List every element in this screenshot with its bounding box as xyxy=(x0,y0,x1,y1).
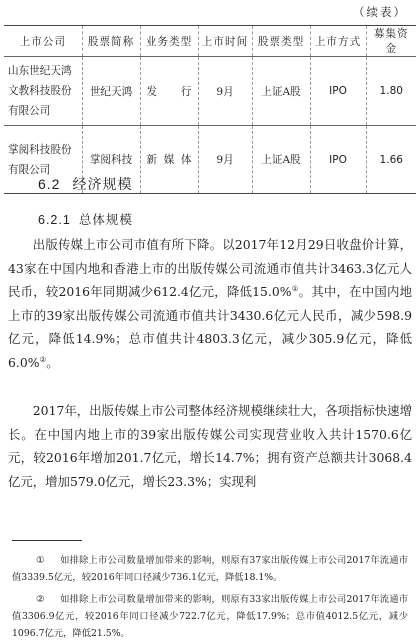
col-header-stock-type: 股票类型 xyxy=(252,26,310,57)
paragraph-text: 2017年，出版传媒上市公司整体经济规模继续壮大，各项指标快速增长。在中国内地上市的39家出版传媒公司实现营业收入共计1570.6亿元，较2016年增加201.7亿元，增长14.7%；拥有资产总额共计3068.4亿元，增加579.0亿元，增长23.3%；实现利 xyxy=(8,403,412,489)
continued-label: （续表） xyxy=(353,5,407,19)
col-header-listing-method: 上市方式 xyxy=(310,26,366,57)
cell-stock-type: 上证A股 xyxy=(252,126,310,194)
cell-stock-abbr: 掌阅科技 xyxy=(82,126,140,194)
cell-company: 掌阅科技股份有限公司 xyxy=(4,126,82,194)
col-header-stock-abbr: 股票简称 xyxy=(82,26,140,57)
subsection-number: 6.2.1 xyxy=(38,213,71,227)
footnote-text: 如排除上市公司数量增加带来的影响，则原有37家出版传媒上市公司2017年流通市值3339.5亿元，较2016年同口径减少736.1亿元，降低18.1%。 xyxy=(12,555,408,583)
col-header-business-type: 业务类型 xyxy=(140,26,198,57)
cell-stock-type: 上证A股 xyxy=(252,57,310,126)
footnote-mark: ① xyxy=(36,555,45,566)
footnote-divider xyxy=(12,540,82,541)
subsection-title: 总体规模 xyxy=(78,212,133,227)
footnote-ref-1: ① xyxy=(291,284,299,294)
body-paragraph-1 xyxy=(8,233,412,375)
cell-listing-method: IPO xyxy=(310,57,366,126)
footnote-ref-2: ② xyxy=(39,354,47,364)
paragraph-text: 。 xyxy=(46,354,59,370)
paragraph-text: 出版传媒上市公司市值有所下降。以2017年12月29日收盘价计算，43家在中国内地和香港上市的出版传媒公司流通市值共计3463.3亿元人民币，较2016年同期减少612.4亿元，降低15.0% xyxy=(8,237,412,300)
footnote-mark: ② xyxy=(36,594,45,605)
cell-funds-raised: 1.66 xyxy=(366,126,416,194)
cell-listing-time: 9月 xyxy=(198,126,252,194)
col-header-funds-raised: 募集资金 xyxy=(366,26,416,57)
footnote-1 xyxy=(12,552,408,586)
subsection-heading xyxy=(38,210,133,228)
cell-listing-time: 9月 xyxy=(198,57,252,126)
cell-company: 山东世纪天鸿文教科技股份有限公司 xyxy=(4,57,82,126)
paragraph-text: 。其中，在中国内地上市的39家出版传媒公司流通市值共计3430.6亿元人民币，减少598.9亿元，降低14.9%；总市值共计4803.3亿元，减少305.9亿元，降低6.0% xyxy=(8,284,413,370)
cell-listing-method: IPO xyxy=(310,126,366,194)
section-title: 经济规模 xyxy=(72,177,133,193)
section-number: 6.2 xyxy=(38,176,61,192)
body-paragraph-2 xyxy=(8,399,412,493)
cell-funds-raised: 1.80 xyxy=(366,57,416,126)
table-row xyxy=(4,57,416,126)
section-heading xyxy=(38,174,132,194)
cell-business-type: 新媒体 xyxy=(140,126,198,194)
footnote-text: 如排除上市公司数量增加带来的影响，则原有33家出版传媒上市公司2017年流通市值3306.9亿元，较2016年同口径减少722.7亿元，降低17.9%；总市值4012.5亿元，减少1096.7亿元，降低21.5%。 xyxy=(12,594,408,639)
footnote-2 xyxy=(12,591,408,642)
col-header-company: 上市公司 xyxy=(4,26,82,57)
cell-stock-abbr: 世纪天鸿 xyxy=(82,57,140,126)
listing-table xyxy=(4,25,416,194)
cell-business-type: 发 行 xyxy=(140,57,198,126)
col-header-listing-time: 上市时间 xyxy=(198,26,252,57)
table-header-row xyxy=(4,26,416,57)
